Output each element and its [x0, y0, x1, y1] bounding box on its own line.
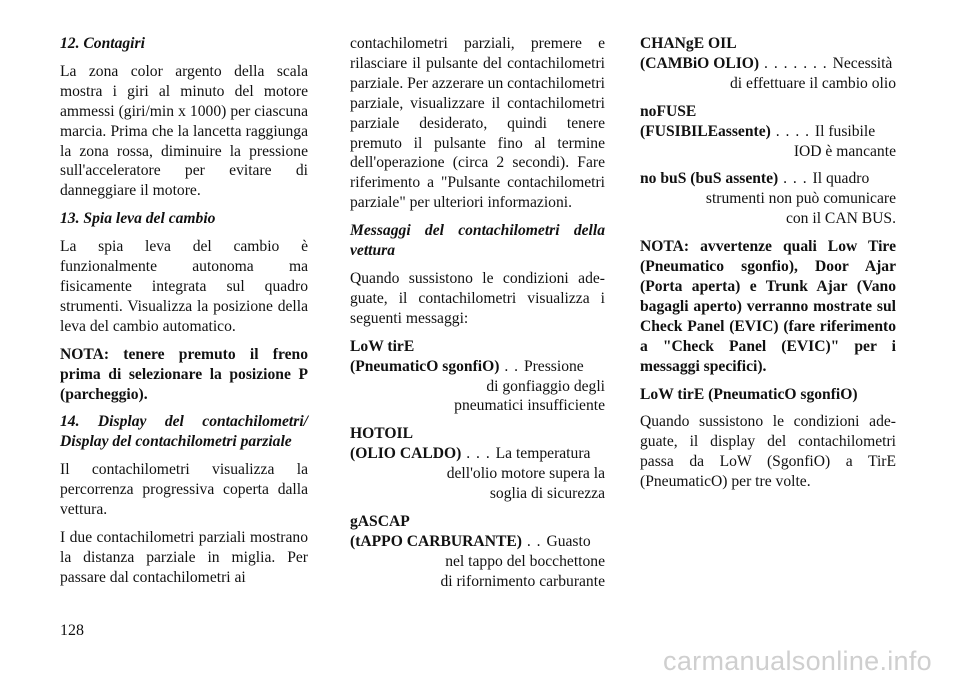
message-dots: . . — [499, 357, 524, 375]
paragraph-contachilometri-parziali: I due contachilometri parziali mostrano la distanza parziale in miglia. Per passare dal contachilometri ai — [60, 528, 308, 586]
paragraph-contachilometri: Il contachilometri visualizza la percorrenza progressiva coperta dalla vettura. — [60, 461, 308, 519]
page-number: 128 — [60, 622, 84, 639]
heading-display-contachilometri: 14. Display del contachilometri/ Display del contachilometri parziale — [60, 413, 308, 451]
note-avvertenze: NOTA: avvertenze quali Low Tire (Pneumatico sgonfio), Door Ajar (Porta aperta) e Trunk Ajar (Vano bagagli aperto) verranno mostrate sul Check Panel (EVIC) (fare riferimento a "Check Panel (EVIC)" per i messaggi specifici). — [640, 238, 896, 375]
paragraph-messaggi-intro: Quando sussistono le condizioni ade-guate, il contachilometri visualizza i seguenti messaggi: — [350, 269, 605, 327]
message-continuation: di rifornimento carburante — [440, 572, 605, 590]
note-freno: NOTA: tenere premuto il freno prima di selezionare la posizione P (parcheggio). — [60, 345, 308, 403]
heading-spia-leva-cambio: 13. Spia leva del cambio — [60, 210, 216, 228]
message-continuation: con il CAN BUS. — [785, 210, 896, 228]
message-continuation: di effettuare il cambio olio — [730, 74, 896, 92]
message-entry — [640, 34, 896, 94]
message-continuation: strumenti non può comunicare — [705, 190, 896, 208]
message-label: (tAPPO CARBURANTE) — [350, 532, 522, 550]
paragraph-low-tire: Quando sussistono le condizioni ade-guate, il display del contachilometri passa da LoW (SgonfiO) a TirE (PneumaticO) per tre volte. — [640, 413, 896, 491]
message-label: (PneumaticO sgonfiO) — [350, 357, 500, 375]
heading-low-tire: LoW tirE (PneumaticO sgonfiO) — [640, 385, 858, 403]
message-row — [640, 54, 896, 74]
message-dots: . . . — [778, 170, 813, 188]
message-text: Necessità — [832, 54, 893, 72]
message-code: noFUSE — [640, 102, 697, 120]
message-label: (OLIO CALDO) — [350, 445, 462, 463]
middle-column — [350, 34, 605, 600]
watermark: carmanualsonline.info — [663, 646, 932, 676]
message-list-right — [640, 34, 896, 229]
message-label: (CAMBiO OLIO) — [640, 54, 760, 72]
message-row — [350, 532, 605, 552]
message-dots: . . . . . . . — [759, 54, 833, 72]
heading-messaggi: Messaggi del contachilometri della vettura — [350, 222, 605, 260]
message-code: HOTOIL — [350, 425, 413, 443]
right-column — [640, 34, 896, 500]
message-entry — [640, 169, 896, 229]
message-entry — [350, 337, 605, 417]
message-text: Il quadro — [812, 170, 870, 188]
message-list-middle — [350, 337, 605, 592]
message-continuation: IOD è mancante — [793, 142, 896, 160]
paragraph-contagiri: La zona color argento della scala mostra i giri al minuto del motore ammessi (giri/min x 1000) per ciascuna marcia. Prima che la lancetta raggiunga la zona rossa, diminuire la pressione sull'acceleratore per evitare di danneggiare il motore. — [60, 62, 308, 200]
message-dots: . . . — [461, 445, 496, 463]
heading-contagiri: 12. Contagiri — [60, 35, 145, 52]
message-label: (FUSIBILEassente) — [640, 122, 771, 140]
message-dots: . . . . — [770, 122, 815, 140]
paragraph-spia-leva-cambio: La spia leva del cambio è funzionalmente autonoma ma fisicamente integrata sul quadro strumenti. Visualizza la posizione della leva del cambio automatico. — [60, 238, 308, 335]
message-code: CHANgE OIL — [640, 35, 737, 52]
message-code: gASCAP — [350, 512, 410, 530]
message-text: Guasto — [546, 532, 591, 550]
message-continuation: pneumatici insufficiente — [454, 397, 605, 415]
message-continuation: soglia di sicurezza — [489, 485, 605, 503]
message-entry — [350, 512, 605, 592]
message-text: Il fusibile — [814, 122, 876, 140]
left-column — [60, 34, 308, 596]
paragraph-azzeramento: contachilometri parziali, premere e rilasciare il pulsante del contachilometri parziale. Per azzerare un contachilometri parziale, visualizzare il contachilometri parziale desiderato, quindi tenere premuto il pulsante fino al termine dell'operazione (circa 2 secondi). Fare riferimento a "Pulsante contachilometri parziale" per ulteriori informazioni. — [350, 35, 605, 212]
message-label: no buS (buS assente) — [640, 170, 779, 188]
message-text: La temperatura — [495, 445, 591, 463]
message-continuation: di gonfiaggio degli — [486, 377, 605, 395]
message-row — [640, 169, 896, 189]
message-row — [640, 122, 896, 142]
message-entry — [640, 102, 896, 162]
message-row — [350, 444, 605, 464]
message-continuation: dell'olio motore supera la — [446, 465, 605, 483]
message-text: Pressione — [523, 357, 584, 375]
message-dots: . . — [521, 532, 547, 550]
message-code: LoW tirE — [350, 337, 415, 355]
message-entry — [350, 424, 605, 504]
message-continuation: nel tappo del bocchettone — [445, 552, 605, 570]
message-row — [350, 357, 605, 377]
